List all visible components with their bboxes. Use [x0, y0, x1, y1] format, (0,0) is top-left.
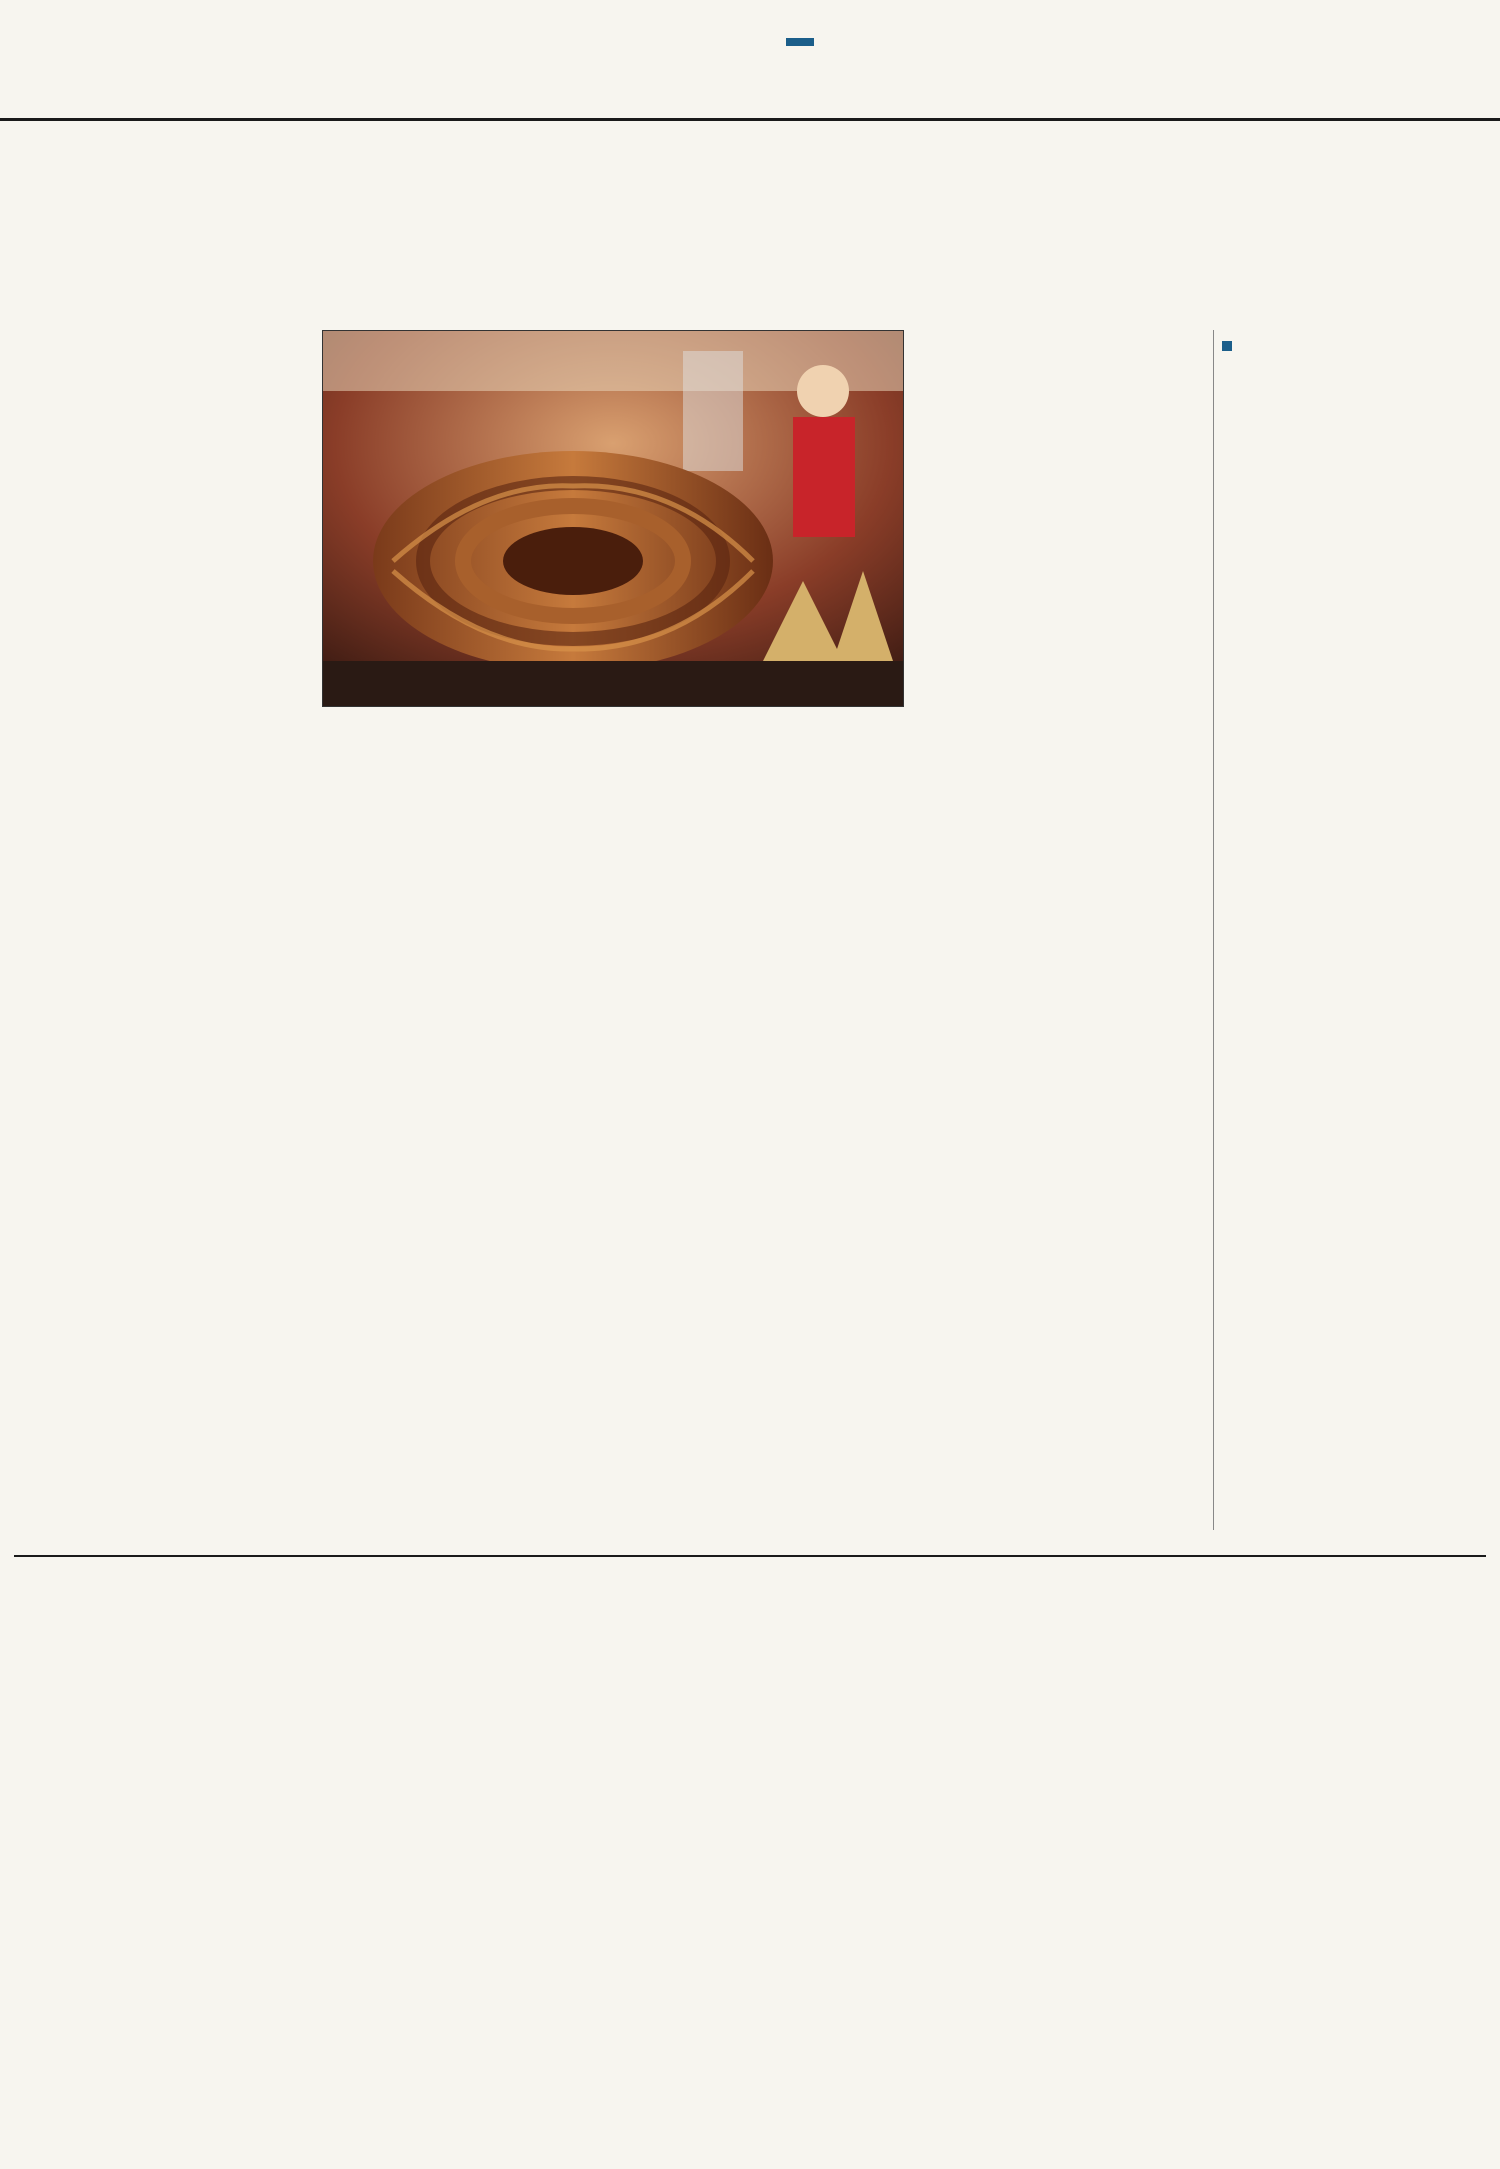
masthead: [0, 0, 1500, 121]
section-badge: [786, 38, 814, 46]
article2-column-1: [14, 1706, 304, 1906]
article1-column-1-cont: [14, 616, 304, 1522]
article1-column-1: [14, 358, 304, 580]
article2-column-1-cont: [14, 1946, 304, 2160]
article2-column-4-cont: [926, 2016, 1216, 2160]
column-divider: [1213, 330, 1214, 1530]
article2-column-3-cont: [622, 1740, 912, 2160]
article1-column-3: [618, 745, 903, 1391]
mahua-photo: [322, 330, 904, 707]
observation-column-bottom: [1222, 1000, 1474, 1515]
mahua-photo-image: [323, 331, 903, 706]
section-divider: [14, 1555, 1486, 1557]
article2-column-3: [622, 1678, 912, 1704]
article1-column-2: [322, 745, 607, 1005]
photo-caption: [322, 713, 902, 728]
article1-column-3-cont: [618, 1428, 903, 1522]
article2-column-2: [318, 1678, 608, 2160]
article2-column-5: [1230, 1678, 1486, 2160]
article2-column-4: [926, 1678, 1216, 1978]
observation-column-top: [1222, 380, 1362, 1000]
observation-tag: [1222, 336, 1238, 355]
article1-column-4: [912, 330, 1206, 1522]
article1-column-2-cont: [322, 1042, 607, 1522]
